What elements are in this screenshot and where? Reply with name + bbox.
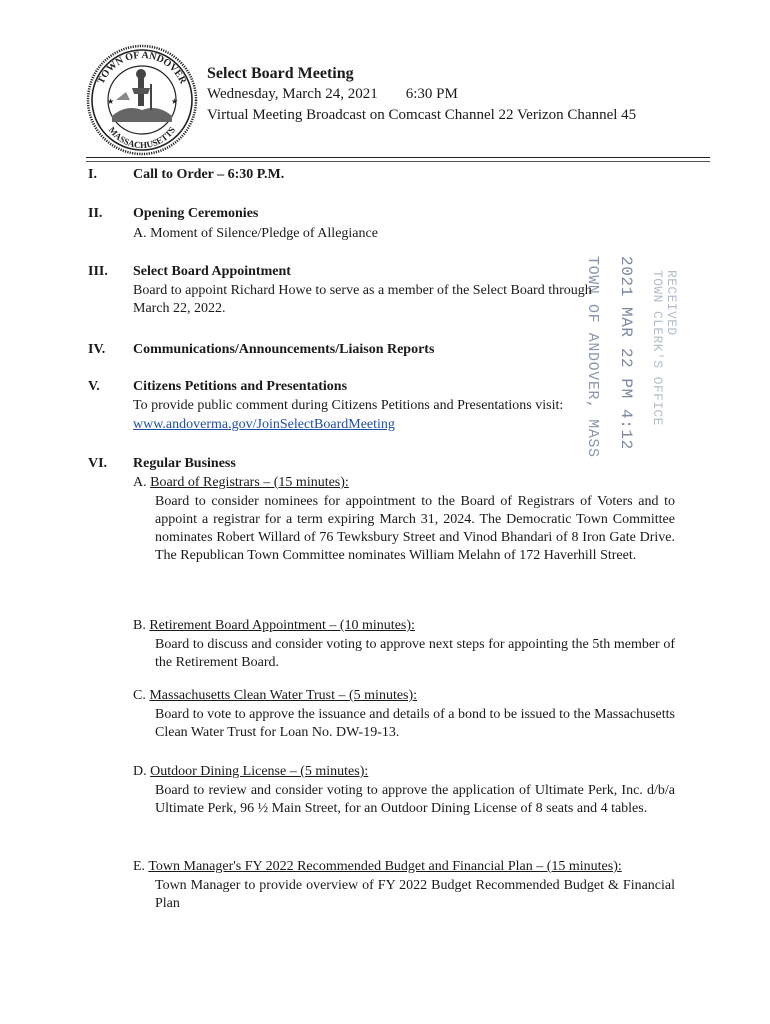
business-item-label: Massachusetts Clean Water Trust – (5 minutes): [149, 688, 418, 703]
business-item-body: Board to discuss and consider voting to approve next steps for appointing the 5th member of the Retirement Board. [155, 637, 675, 670]
section-heading: Select Board Appointment [133, 264, 291, 279]
section-text-line-2: March 22, 2022. [133, 301, 226, 316]
received-label-stamp: RECEIVED [664, 270, 679, 336]
meeting-date-time [207, 84, 636, 105]
business-item-letter: B. [133, 618, 146, 633]
broadcast-info: Virtual Meeting Broadcast on Comcast Channel 22 Verizon Channel 45 [207, 107, 637, 123]
section-text-line-1: Board to appoint Richard Howe to serve as a member of the Select Board through [133, 283, 592, 298]
section-number: III. [88, 264, 108, 279]
business-item-heading [133, 858, 622, 876]
business-item-body: Board to vote to approve the issuance and details of a bond to be issued to the Massachusetts Clean Water Trust for Loan No. DW-19-13. [155, 707, 675, 740]
svg-text:MASSACHUSETTS: MASSACHUSETTS [106, 124, 178, 151]
received-date-stamp: 2021 MAR 22 PM 4:12 [617, 256, 635, 450]
section-number: VI. [88, 456, 108, 471]
business-item-letter: C. [133, 688, 146, 703]
clerk-office-stamp: TOWN CLERK'S OFFICE [650, 270, 665, 426]
meeting-header [207, 63, 636, 126]
section-item: A. Moment of Silence/Pledge of Allegiance [133, 226, 378, 241]
business-item-letter: E. [133, 859, 146, 874]
svg-text:★: ★ [171, 97, 179, 106]
section-heading: Citizens Petitions and Presentations [133, 379, 348, 394]
business-item-body: Board to review and consider voting to approve the application of Ultimate Perk, Inc. d/b/a Ultimate Perk, 96 ½ Main Street, for an Outdoor Dining License of 8 seats and 4 tables. [155, 783, 675, 816]
svg-text:TOWN OF ANDOVER: TOWN OF ANDOVER [95, 49, 189, 86]
business-item-heading [133, 617, 415, 635]
business-item-letter: A. [133, 475, 147, 490]
meeting-title: Select Board Meeting [207, 65, 354, 82]
town-stamp: TOWN OF ANDOVER, MASS [584, 256, 601, 458]
svg-text:★: ★ [107, 97, 115, 106]
meeting-time: 6:30 PM [405, 86, 458, 102]
business-item-body: Town Manager to provide overview of FY 2022 Budget Recommended Budget & Financial Plan [155, 878, 675, 911]
section-heading: Call to Order – 6:30 P.M. [133, 167, 285, 182]
meeting-date: Wednesday, March 24, 2021 [207, 86, 378, 102]
business-item-label: Retirement Board Appointment – (10 minutes): [149, 618, 415, 633]
business-item-body: Board to consider nominees for appointment to the Board of Registrars of Voters and to appoint a registrar for a term expiring March 31, 2024. The Democratic Town Committee nominates Robert Willard of 76 Tewksbury Street and Vinod Bhandari of 8 Iron Gate Drive. The Republican Town Committee nominates William Melahn of 172 Haverhill Street. [155, 494, 675, 563]
business-item-heading [133, 687, 417, 705]
business-item-label: Board of Registrars – (15 minutes): [150, 475, 349, 490]
section-heading: Regular Business [133, 456, 236, 471]
section-heading: Opening Ceremonies [133, 206, 259, 221]
town-seal-logo [86, 44, 198, 156]
business-item-label: Town Manager's FY 2022 Recommended Budget and Financial Plan – (15 minutes): [148, 859, 622, 874]
section-number: IV. [88, 342, 106, 357]
business-item-heading [133, 474, 349, 492]
section-number: II. [88, 206, 103, 221]
header-divider [86, 157, 710, 158]
section-heading: Communications/Announcements/Liaison Reports [133, 342, 435, 357]
business-item-label: Outdoor Dining License – (5 minutes): [150, 764, 369, 779]
join-meeting-link[interactable]: www.andoverma.gov/JoinSelectBoardMeeting [133, 417, 395, 432]
business-item-letter: D. [133, 764, 147, 779]
business-item-heading [133, 763, 368, 781]
section-number: V. [88, 379, 100, 394]
header-divider-thin [86, 161, 710, 162]
section-number: I. [88, 167, 97, 182]
section-text-line-1: To provide public comment during Citizens Petitions and Presentations visit: [133, 398, 564, 413]
